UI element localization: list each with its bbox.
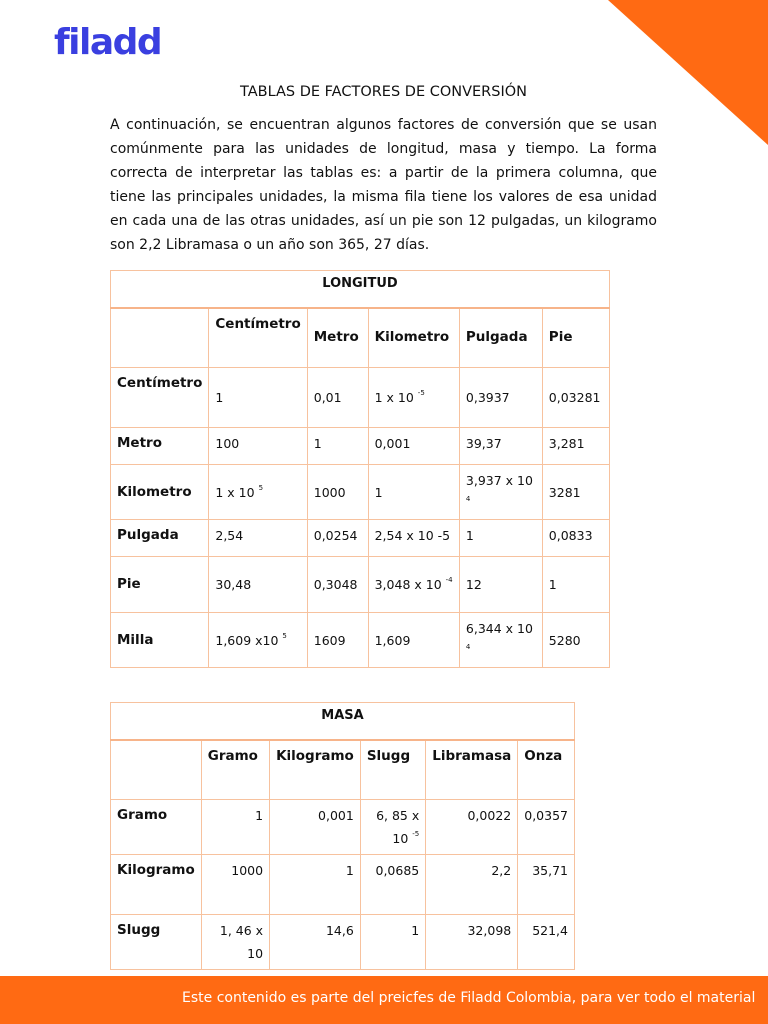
table-cell: 0,0833 <box>542 520 609 557</box>
table-cell: 3281 <box>542 465 609 520</box>
table-cell: 2,54 x 10 -5 <box>368 520 459 557</box>
table-row <box>111 428 610 465</box>
table-cell: 0,3048 <box>307 557 368 613</box>
table-cell: 0,0685 <box>360 855 425 915</box>
table-cell: 1000 <box>201 855 269 915</box>
row-label: Centímetro <box>111 368 209 428</box>
table-cell: 14,6 <box>270 915 361 970</box>
table-row <box>111 800 575 855</box>
table-row <box>111 520 610 557</box>
masa-rows <box>111 800 575 970</box>
table-cell: 1 <box>209 368 307 428</box>
table-cell: 35,71 <box>518 855 575 915</box>
table-cell: 1 <box>542 557 609 613</box>
masa-title: MASA <box>111 703 575 740</box>
row-label: Metro <box>111 428 209 465</box>
table-cell: 1 <box>459 520 542 557</box>
table-row <box>111 915 575 970</box>
exponent: -5 <box>412 830 420 838</box>
table-cell: 1 x 10 $^5$ <box>209 465 307 520</box>
header-centimetro: Centímetro <box>209 308 307 368</box>
table-cell: 3,048 x 10 $^{-4}$ <box>368 557 459 613</box>
table-row <box>111 465 610 520</box>
table-cell: 521,4 <box>518 915 575 970</box>
row-label: Kilometro <box>111 465 209 520</box>
longitud-rows <box>111 368 610 668</box>
table-cell: 1 <box>201 800 269 855</box>
corner-cell <box>111 740 202 800</box>
document-title: TABLAS DE FACTORES DE CONVERSIÓN <box>239 84 527 100</box>
row-label: Slugg <box>111 915 202 970</box>
table-cell: 1 <box>368 465 459 520</box>
table-cell: 1,609 <box>368 613 459 668</box>
row-label: Kilogramo <box>111 855 202 915</box>
table-cell: 1 <box>307 428 368 465</box>
table-cell: 1 <box>360 915 425 970</box>
row-label: Pulgada <box>111 520 209 557</box>
table-cell: 0,01 <box>307 368 368 428</box>
table-cell: 2,54 <box>209 520 307 557</box>
table-cell: 6,344 x 10 $^4$ <box>459 613 542 668</box>
table-cell: 6, 85 x 10 $^{-5}$ <box>360 800 425 855</box>
header-gramo: Gramo <box>201 740 269 800</box>
table-cell: 1609 <box>307 613 368 668</box>
table-row <box>111 557 610 613</box>
table-cell: 1000 <box>307 465 368 520</box>
table-cell: 0,0254 <box>307 520 368 557</box>
exponent: 5 <box>282 631 287 640</box>
header-slugg: Slugg <box>360 740 425 800</box>
table-cell: 30,48 <box>209 557 307 613</box>
table-cell: 2,2 <box>426 855 518 915</box>
table-cell: 1,609 x10 $^5$ <box>209 613 307 668</box>
exponent: 4 <box>465 495 471 503</box>
longitud-table <box>110 270 610 668</box>
table-cell: 3,937 x 10 $^4$ <box>459 465 542 520</box>
table-row <box>111 855 575 915</box>
table-cell: 5280 <box>542 613 609 668</box>
footer-text[interactable]: Este contenido es parte del preicfes de Filadd Colombia, para ver todo el material <box>182 990 756 1006</box>
table-cell: 0,03281 <box>542 368 609 428</box>
table-cell: 3,281 <box>542 428 609 465</box>
table-cell: 1 <box>270 855 361 915</box>
header-metro: Metro <box>307 308 368 368</box>
footer-bar <box>0 976 768 1024</box>
header-pie: Pie <box>542 308 609 368</box>
table-row <box>111 613 610 668</box>
table-cell: 39,37 <box>459 428 542 465</box>
table-cell: 1, 46 x 10 <box>201 915 269 970</box>
row-label: Gramo <box>111 800 202 855</box>
table-cell: 0,0022 <box>426 800 518 855</box>
table-cell: 0,3937 <box>459 368 542 428</box>
exponent: -4 <box>445 576 453 584</box>
masa-table <box>110 702 575 970</box>
table-row <box>111 368 610 428</box>
exponent: 5 <box>258 483 264 492</box>
header-onza: Onza <box>518 740 575 800</box>
header-libramasa: Libramasa <box>426 740 518 800</box>
longitud-title: LONGITUD <box>111 271 610 308</box>
header-pulgada: Pulgada <box>459 308 542 368</box>
header-kilometro: Kilometro <box>368 308 459 368</box>
corner-cell <box>111 308 209 368</box>
exponent: -5 <box>417 389 425 397</box>
table-cell: 0,0357 <box>518 800 575 855</box>
filadd-logo[interactable]: filadd <box>54 22 162 63</box>
table-cell: 12 <box>459 557 542 613</box>
row-label: Milla <box>111 613 209 668</box>
table-cell: 32,098 <box>426 915 518 970</box>
table-cell: 1 x 10 $^{-5}$ <box>368 368 459 428</box>
table-cell: 100 <box>209 428 307 465</box>
header-kilogramo: Kilogramo <box>270 740 361 800</box>
table-cell: 0,001 <box>368 428 459 465</box>
table-cell: 0,001 <box>270 800 361 855</box>
row-label: Pie <box>111 557 209 613</box>
intro-paragraph: A continuación, se encuentran algunos factores de conversión que se usan comúnmente para las unidades de longitud, masa y tiempo. La forma correcta de interpretar las tablas es: a partir de la primera columna, que tiene las principales unidades, la misma fila tiene los valores de esa unidad en cada una de las otras unidades, así un pie son 12 pulgadas, un kilogramo son 2,2 Libramasa o un año son 365, 27 días. <box>110 117 657 253</box>
exponent: 4 <box>465 643 471 651</box>
